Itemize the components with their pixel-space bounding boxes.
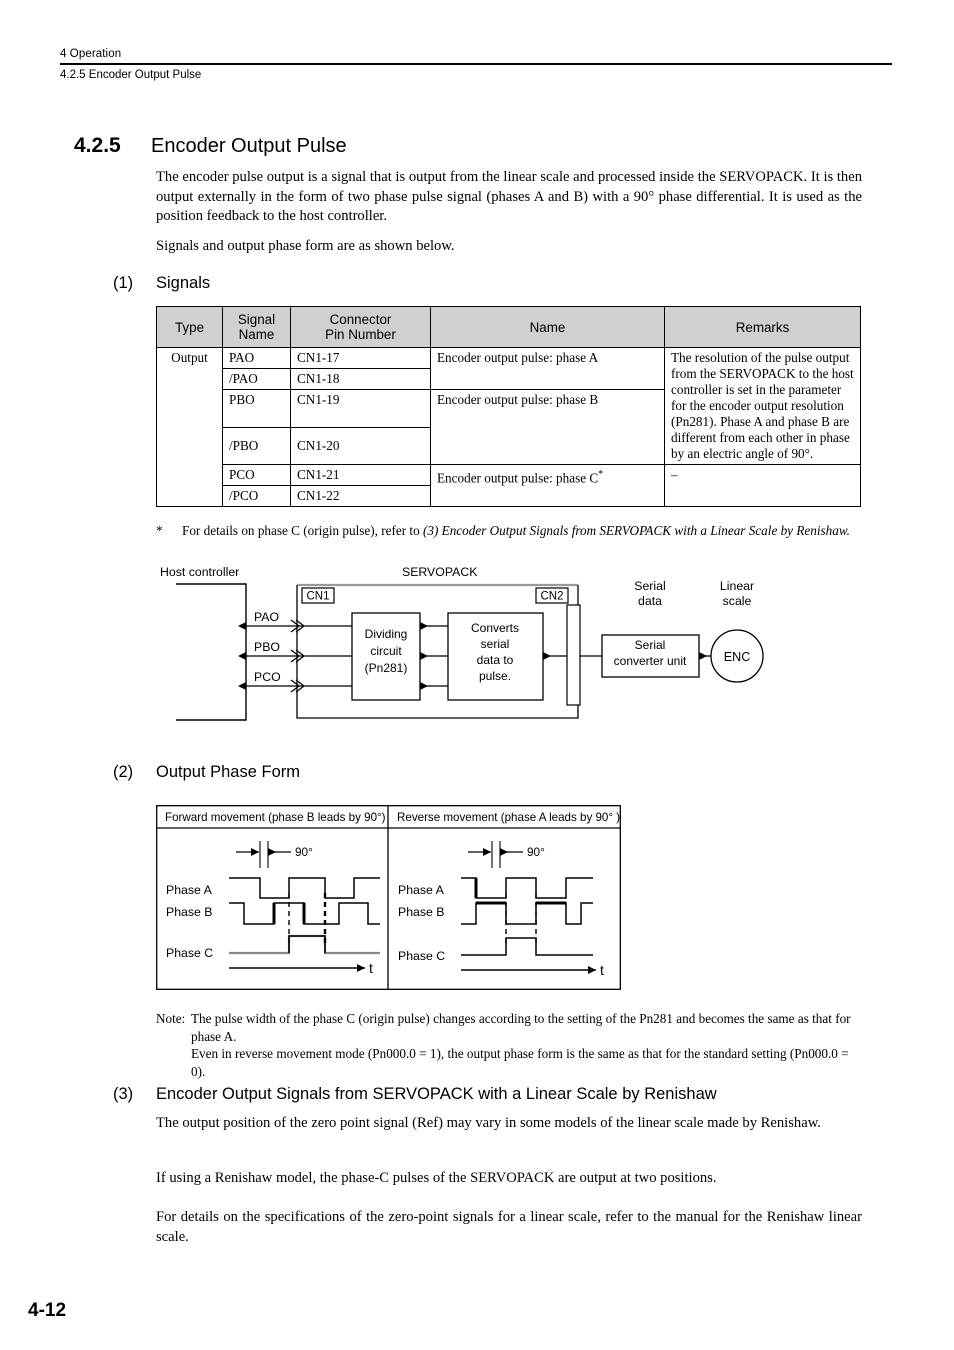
reverse-label-phase-b: Phase B bbox=[398, 905, 445, 919]
col-header-connector-line1: Connector bbox=[329, 312, 392, 327]
table-footnote bbox=[156, 522, 861, 540]
cell-pin-pbo: CN1-19 bbox=[291, 390, 431, 428]
cell-pin-not-pco: CN1-22 bbox=[291, 486, 431, 507]
col-header-remarks: Remarks bbox=[665, 307, 861, 348]
col-header-type: Type bbox=[157, 307, 223, 348]
subsection-1-number: (1) bbox=[113, 274, 134, 292]
cell-type-output: Output bbox=[157, 348, 223, 507]
subsection-3-paragraph-1: The output position of the zero point signal (Ref) may vary in some models of the linear scale made by Renishaw. bbox=[156, 1115, 821, 1131]
label-servopack: SERVOPACK bbox=[402, 565, 478, 579]
cell-name-phase-b: Encoder output pulse: phase B bbox=[431, 390, 665, 465]
cell-signal-pco: PCO bbox=[223, 465, 291, 486]
col-header-connector-line2: Pin Number bbox=[325, 327, 396, 342]
label-converts-line2: serial bbox=[480, 637, 510, 651]
cell-pin-not-pbo: CN1-20 bbox=[291, 428, 431, 465]
forward-label-phase-c: Phase C bbox=[166, 946, 214, 960]
label-serial-converter-line2: converter unit bbox=[613, 654, 687, 668]
page-number: 4-12 bbox=[28, 1300, 67, 1321]
page-title bbox=[74, 134, 874, 158]
footnote-text-plain: For details on phase C (origin pulse), refer to bbox=[182, 523, 423, 538]
running-head-section: 4.2.5 Encoder Output Pulse bbox=[60, 69, 202, 81]
host-controller-bracket bbox=[176, 584, 246, 720]
cell-signal-pao: PAO bbox=[223, 348, 291, 369]
forward-label-phase-b: Phase B bbox=[166, 905, 213, 919]
running-head-chapter: 4 Operation bbox=[60, 48, 122, 60]
col-header-name: Name bbox=[431, 307, 665, 348]
label-cn1: CN1 bbox=[306, 590, 330, 603]
cell-remarks-ab: The resolution of the pulse output from the SERVOPACK to the host controller is set in the parameter for the encoder output resolution (Pn281). Phase A and phase B are different from each other in phase by an electric angle of 90°. bbox=[665, 348, 861, 465]
note-block bbox=[156, 1010, 862, 1080]
label-converts-line3: data to bbox=[476, 653, 514, 667]
cell-signal-not-pbo: /PBO bbox=[223, 428, 291, 465]
label-enc: ENC bbox=[723, 650, 751, 664]
subsection-3-paragraph-2: If using a Renishaw model, the phase-C pulses of the SERVOPACK are output at two positions. bbox=[156, 1170, 717, 1186]
label-pco: PCO bbox=[254, 670, 281, 684]
subsection-1-heading bbox=[113, 274, 210, 293]
intro-paragraph: The encoder pulse output is a signal that is output from the linear scale and processed inside the SERVOPACK. It is then output externally in the form of two phase pulse signal (phases A and B) with a 90° phase differential. It is used as the position feedback to the host controller. bbox=[156, 169, 862, 224]
table-row bbox=[157, 465, 861, 486]
forward-angle-label: 90° bbox=[295, 845, 313, 859]
intro-paragraph-2: Signals and output phase form are as shown below. bbox=[156, 238, 455, 254]
forward-time-axis-label: t bbox=[369, 960, 373, 976]
cn2-connector-bar bbox=[567, 605, 580, 705]
signals-table bbox=[156, 306, 861, 507]
label-dividing-line3: (Pn281) bbox=[364, 661, 408, 675]
label-host-controller: Host controller bbox=[160, 565, 240, 579]
header-forward-movement: Forward movement (phase B leads by 90°) bbox=[165, 811, 386, 824]
label-pao: PAO bbox=[254, 610, 280, 624]
label-serial-converter-line1: Serial bbox=[634, 638, 666, 652]
cell-name-phase-c bbox=[431, 465, 665, 507]
cell-name-phase-c-text: Encoder output pulse: phase C bbox=[437, 470, 599, 486]
subsection-3-number: (3) bbox=[113, 1085, 134, 1103]
subsection-2-heading bbox=[113, 763, 300, 782]
label-converts-line1: Converts bbox=[470, 621, 520, 635]
cell-name-phase-a: Encoder output pulse: phase A bbox=[431, 348, 665, 390]
note-line-2: Even in reverse movement mode (Pn000.0 = 1), the output phase form is the same as that for the standard setting (Pn000.0 = 0). bbox=[191, 1046, 849, 1079]
table-header-row bbox=[157, 307, 861, 348]
cell-signal-not-pco: /PCO bbox=[223, 486, 291, 507]
label-cn2: CN2 bbox=[540, 590, 564, 603]
encoder-output-block-diagram bbox=[160, 560, 780, 730]
cell-pin-not-pao: CN1-18 bbox=[291, 369, 431, 390]
cell-pin-pao: CN1-17 bbox=[291, 348, 431, 369]
col-header-signal-name bbox=[223, 307, 291, 348]
col-header-signal-name-line1: Signal bbox=[237, 312, 276, 327]
table-row bbox=[157, 348, 861, 369]
footnote-text-end: . bbox=[846, 523, 850, 538]
note-label: Note: bbox=[156, 1011, 186, 1026]
label-pbo: PBO bbox=[254, 640, 280, 654]
reverse-label-phase-a: Phase A bbox=[398, 883, 444, 897]
running-head-rule bbox=[60, 63, 892, 65]
note-line-1: The pulse width of the phase C (origin pulse) changes according to the setting of the Pn281 and becomes the same as that for phase A. bbox=[191, 1011, 851, 1044]
col-header-signal-name-line2: Name bbox=[238, 327, 275, 342]
label-dividing-line2: circuit bbox=[370, 644, 402, 658]
footnote-text bbox=[182, 522, 861, 540]
cell-signal-not-pao: /PAO bbox=[223, 369, 291, 390]
subsection-3-paragraph-3: For details on the specifications of the zero-point signals for a linear scale, refer to the manual for the Renishaw linear scale. bbox=[156, 1209, 862, 1245]
subsection-2-title: Output Phase Form bbox=[156, 763, 300, 781]
subsection-1-title: Signals bbox=[156, 274, 211, 292]
subsection-2-number: (2) bbox=[113, 763, 134, 781]
col-header-connector-pin bbox=[291, 307, 431, 348]
cell-name-phase-c-footnote-marker: * bbox=[598, 469, 604, 480]
subsection-3-heading bbox=[113, 1085, 717, 1104]
reverse-angle-label: 90° bbox=[527, 845, 545, 859]
label-serial-data-line2: data bbox=[638, 594, 662, 608]
cell-pin-pco: CN1-21 bbox=[291, 465, 431, 486]
cell-signal-pbo: PBO bbox=[223, 390, 291, 428]
section-number: 4.2.5 bbox=[74, 134, 121, 157]
label-linear-scale-line2: scale bbox=[722, 594, 752, 608]
reverse-time-axis-label: t bbox=[600, 962, 604, 978]
reverse-label-phase-c: Phase C bbox=[398, 949, 446, 963]
forward-label-phase-a: Phase A bbox=[166, 883, 212, 897]
footnote-marker: * bbox=[156, 523, 163, 538]
header-reverse-movement: Reverse movement (phase A leads by 90° ) bbox=[397, 811, 621, 824]
label-serial-data-line1: Serial bbox=[634, 579, 666, 593]
output-phase-form-diagram bbox=[156, 805, 621, 990]
label-converts-line4: pulse. bbox=[478, 669, 512, 683]
section-title: Encoder Output Pulse bbox=[151, 135, 347, 157]
running-head bbox=[60, 48, 892, 81]
subsection-3-title: Encoder Output Signals from SERVOPACK with a Linear Scale by Renishaw bbox=[156, 1085, 717, 1103]
footnote-text-reference: (3) Encoder Output Signals from SERVOPACK with a Linear Scale by Renishaw bbox=[422, 523, 847, 538]
cell-remarks-c: – bbox=[665, 465, 861, 507]
label-dividing-line1: Dividing bbox=[364, 627, 408, 641]
label-linear-scale-line1: Linear bbox=[719, 579, 755, 593]
